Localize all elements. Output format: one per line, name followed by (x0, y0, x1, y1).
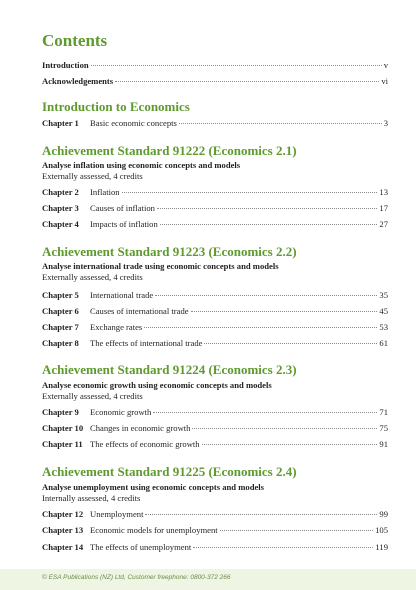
chapter-name: Economic models for unemployment (90, 525, 218, 535)
dot-leader (202, 444, 378, 445)
toc-entry-chapter-3[interactable] (42, 203, 388, 215)
assessment-info: Externally assessed, 4 credits (42, 272, 143, 282)
dot-leader (91, 65, 382, 66)
standard-description: Analyse international trade using economic concepts and models (42, 261, 279, 271)
chapter-page: 105 (375, 525, 388, 535)
chapter-page: 119 (375, 542, 388, 552)
chapter-name: The effects of international trade (90, 338, 203, 348)
chapter-name: Impacts of inflation (90, 219, 158, 229)
toc-entry-chapter-4[interactable] (42, 219, 388, 231)
dot-leader (122, 192, 378, 193)
dot-leader (193, 547, 373, 548)
chapter-number: Chapter 6 (42, 306, 79, 316)
section-heading: Achievement Standard 91223 (Economics 2.2) (42, 244, 297, 259)
toc-entry-chapter-6[interactable] (42, 306, 388, 318)
chapter-name: Economic growth (90, 407, 152, 417)
chapter-number: Chapter 3 (42, 203, 79, 213)
toc-entry-introduction[interactable] (42, 60, 388, 72)
chapter-name: Causes of inflation (90, 203, 155, 213)
toc-entry-chapter-12[interactable] (42, 509, 388, 521)
chapter-number: Chapter 4 (42, 219, 79, 229)
chapter-number: Chapter 10 (42, 423, 84, 433)
copyright-text: © ESA Publications (NZ) Ltd, Customer freephone: 0800-372 266 (42, 574, 231, 581)
dot-leader (179, 123, 382, 124)
chapter-number: Chapter 5 (42, 290, 79, 300)
dot-leader (144, 327, 377, 328)
chapter-number: Chapter 13 (42, 525, 84, 535)
section-description (42, 380, 272, 402)
chapter-number: Chapter 14 (42, 542, 84, 552)
toc-entry-chapter-2[interactable] (42, 187, 388, 199)
chapter-page: 99 (379, 509, 388, 519)
chapter-number: Chapter 9 (42, 407, 79, 417)
chapter-number: Chapter 1 (42, 118, 79, 128)
toc-entry-chapter-7[interactable] (42, 322, 388, 334)
chapter-page: 71 (379, 407, 388, 417)
chapter-number: Chapter 12 (42, 509, 84, 519)
chapter-number: Chapter 11 (42, 439, 83, 449)
chapter-name: The effects of economic growth (90, 439, 200, 449)
toc-entry-chapter-11[interactable] (42, 439, 388, 451)
toc-entry-chapter-1[interactable] (42, 118, 388, 130)
dot-leader (191, 311, 378, 312)
chapter-name: Causes of international trade (90, 306, 189, 316)
section-heading: Achievement Standard 91224 (Economics 2.3) (42, 362, 297, 377)
chapter-name: Exchange rates (90, 322, 143, 332)
entry-page: v (383, 60, 388, 70)
toc-entry-chapter-8[interactable] (42, 338, 388, 350)
chapter-name: The effects of unemployment (90, 542, 192, 552)
chapter-number: Chapter 2 (42, 187, 79, 197)
chapter-name: International trade (90, 290, 154, 300)
page-footer (0, 569, 416, 590)
dot-leader (204, 343, 377, 344)
chapter-name: Basic economic concepts (90, 118, 177, 128)
toc-entry-chapter-9[interactable] (42, 407, 388, 419)
section-description (42, 261, 279, 283)
dot-leader (157, 208, 377, 209)
section-description (42, 160, 240, 182)
page-title: Contents (42, 31, 108, 50)
standard-description: Analyse economic growth using economic concepts and models (42, 380, 272, 390)
chapter-page: 61 (379, 338, 388, 348)
toc-entry-chapter-14[interactable] (42, 542, 388, 554)
chapter-page: 13 (379, 187, 388, 197)
toc-entry-chapter-13[interactable] (42, 525, 388, 537)
section-heading: Introduction to Economics (42, 99, 190, 114)
standard-description: Analyse inflation using economic concepts and models (42, 160, 241, 170)
dot-leader (153, 412, 377, 413)
dot-leader (115, 81, 379, 82)
chapter-page: 35 (379, 290, 388, 300)
chapter-name: Unemployment (90, 509, 144, 519)
section-heading: Achievement Standard 91222 (Economics 2.1) (42, 143, 297, 158)
chapter-page: 3 (383, 118, 388, 128)
toc-entry-chapter-5[interactable] (42, 290, 388, 302)
chapter-name: Inflation (90, 187, 120, 197)
chapter-page: 53 (379, 322, 388, 332)
chapter-page: 27 (379, 219, 388, 229)
section-description (42, 482, 264, 504)
chapter-page: 17 (379, 203, 388, 213)
entry-label: Acknowledgements (42, 76, 114, 86)
dot-leader (145, 514, 377, 515)
assessment-info: Externally assessed, 4 credits (42, 171, 143, 181)
dot-leader (220, 530, 373, 531)
entry-label: Introduction (42, 60, 89, 70)
chapter-page: 75 (379, 423, 388, 433)
section-heading: Achievement Standard 91225 (Economics 2.4) (42, 464, 297, 479)
entry-page: vi (381, 76, 388, 86)
toc-entry-acknowledgements[interactable] (42, 76, 388, 88)
standard-description: Analyse unemployment using economic concepts and models (42, 482, 265, 492)
dot-leader (160, 224, 378, 225)
dot-leader (192, 428, 377, 429)
chapter-page: 45 (379, 306, 388, 316)
chapter-page: 91 (379, 439, 388, 449)
toc-entry-chapter-10[interactable] (42, 423, 388, 435)
dot-leader (155, 295, 377, 296)
chapter-number: Chapter 8 (42, 338, 79, 348)
chapter-number: Chapter 7 (42, 322, 79, 332)
assessment-info: Internally assessed, 4 credits (42, 493, 141, 503)
assessment-info: Externally assessed, 4 credits (42, 391, 143, 401)
chapter-name: Changes in economic growth (90, 423, 191, 433)
